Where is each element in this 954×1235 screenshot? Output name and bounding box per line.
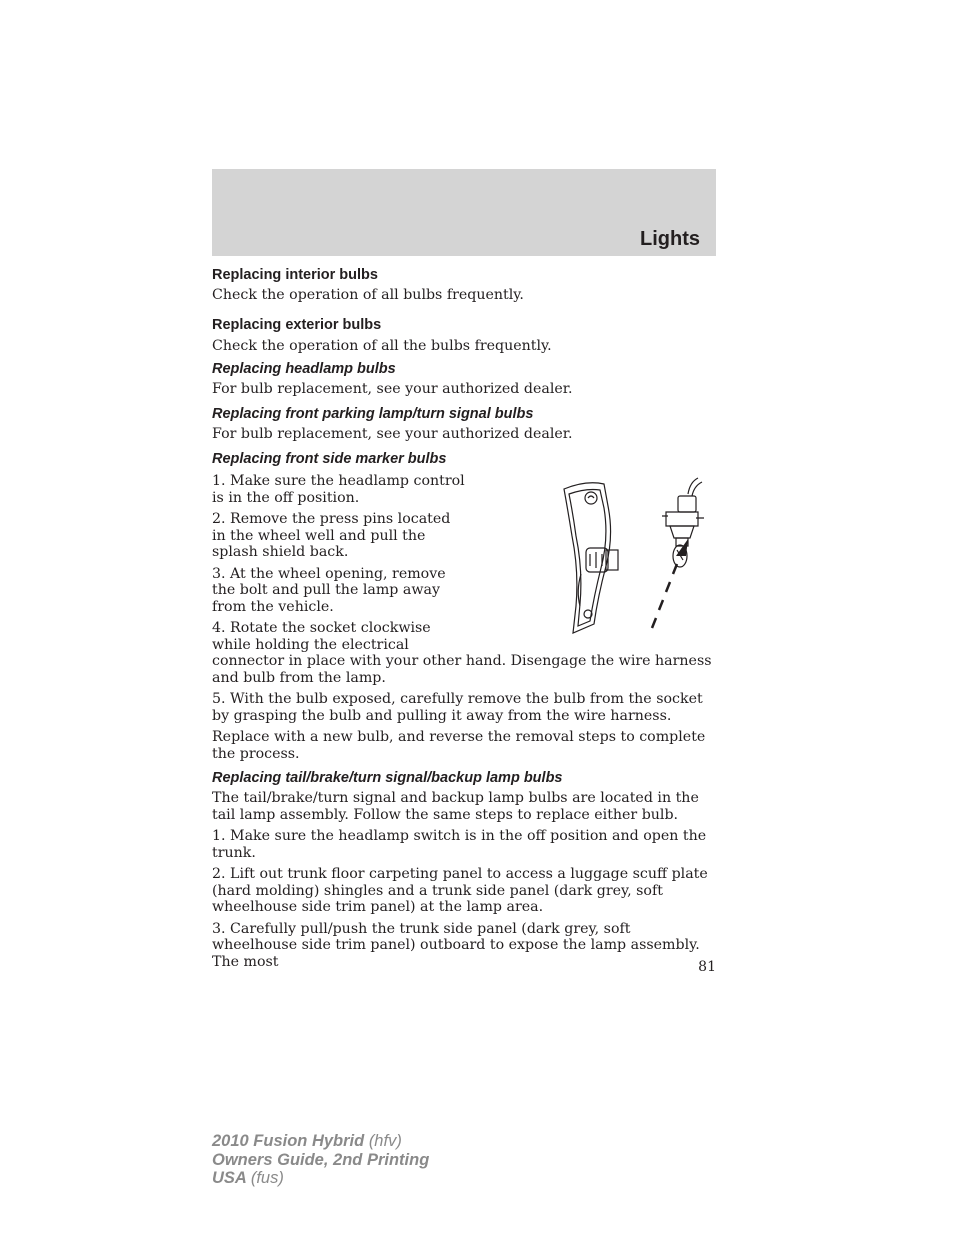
page-number: 81 [698, 959, 716, 975]
lamp-diagram-icon [476, 476, 716, 646]
footer-market: USA [212, 1169, 247, 1187]
heading-interior-bulbs: Replacing interior bulbs [212, 267, 378, 283]
marker-step-3: 3. At the wheel opening, remove the bolt and pull the lamp away from the vehicle. [212, 565, 446, 615]
footer-publication-info [212, 1132, 429, 1188]
marker-replace-note: Replace with a new bulb, and reverse the removal steps to complete the process. [212, 729, 706, 762]
side-marker-lamp-illustration [476, 476, 716, 646]
page-content [212, 266, 716, 970]
marker-step-2: 2. Remove the press pins located in the wheel well and pull the splash shield back. [212, 511, 451, 560]
heading-side-marker-bulbs: Replacing front side marker bulbs [212, 451, 447, 467]
tail-step-2: 2. Lift out trunk floor carpeting panel to access a luggage scuff plate (hard molding) shingles and a trunk side panel (dark grey, soft wheelhouse side trim panel) at the lamp area. [212, 866, 708, 915]
heading-exterior-bulbs: Replacing exterior bulbs [212, 316, 382, 333]
paragraph-interior: Check the operation of all bulbs frequently. [212, 287, 524, 303]
paragraph-headlamp: For bulb replacement, see your authorized dealer. [212, 381, 573, 397]
tail-intro: The tail/brake/turn signal and backup lamp bulbs are located in the tail lamp assembly. Follow the same steps to replace either bulb. [212, 790, 699, 823]
footer-model-code: (hfv) [368, 1132, 402, 1150]
heading-headlamp-bulbs: Replacing headlamp bulbs [212, 361, 396, 377]
marker-step-5: 5. With the bulb exposed, carefully remove the bulb from the socket by grasping the bulb and pulling it away from the wire harness. [212, 691, 703, 724]
footer-market-code: (fus) [250, 1169, 284, 1187]
heading-parking-lamp-bulbs: Replacing front parking lamp/turn signal bulbs [212, 405, 534, 422]
marker-step-1: 1. Make sure the headlamp control is in the off position. [212, 473, 465, 506]
marker-step-4: 4. Rotate the socket clockwise while holding the electrical connector in place with your other hand. Disengage the wire harness and bulb from the lamp. [212, 620, 712, 686]
paragraph-exterior: Check the operation of all the bulbs frequently. [212, 337, 552, 354]
footer-model: 2010 Fusion Hybrid [212, 1132, 365, 1150]
footer-edition: Owners Guide, 2nd Printing [212, 1150, 430, 1169]
heading-tail-lamp-bulbs: Replacing tail/brake/turn signal/backup lamp bulbs [212, 770, 563, 786]
tail-step-1: 1. Make sure the headlamp switch is in the off position and open the trunk. [212, 828, 707, 861]
section-header-band [212, 169, 716, 256]
section-title: Lights [640, 228, 700, 250]
tail-step-3: 3. Carefully pull/push the trunk side panel (dark grey, soft wheelhouse side trim panel) outboard to expose the lamp assembly. The most [212, 920, 700, 970]
paragraph-parking: For bulb replacement, see your authorized dealer. [212, 425, 573, 442]
